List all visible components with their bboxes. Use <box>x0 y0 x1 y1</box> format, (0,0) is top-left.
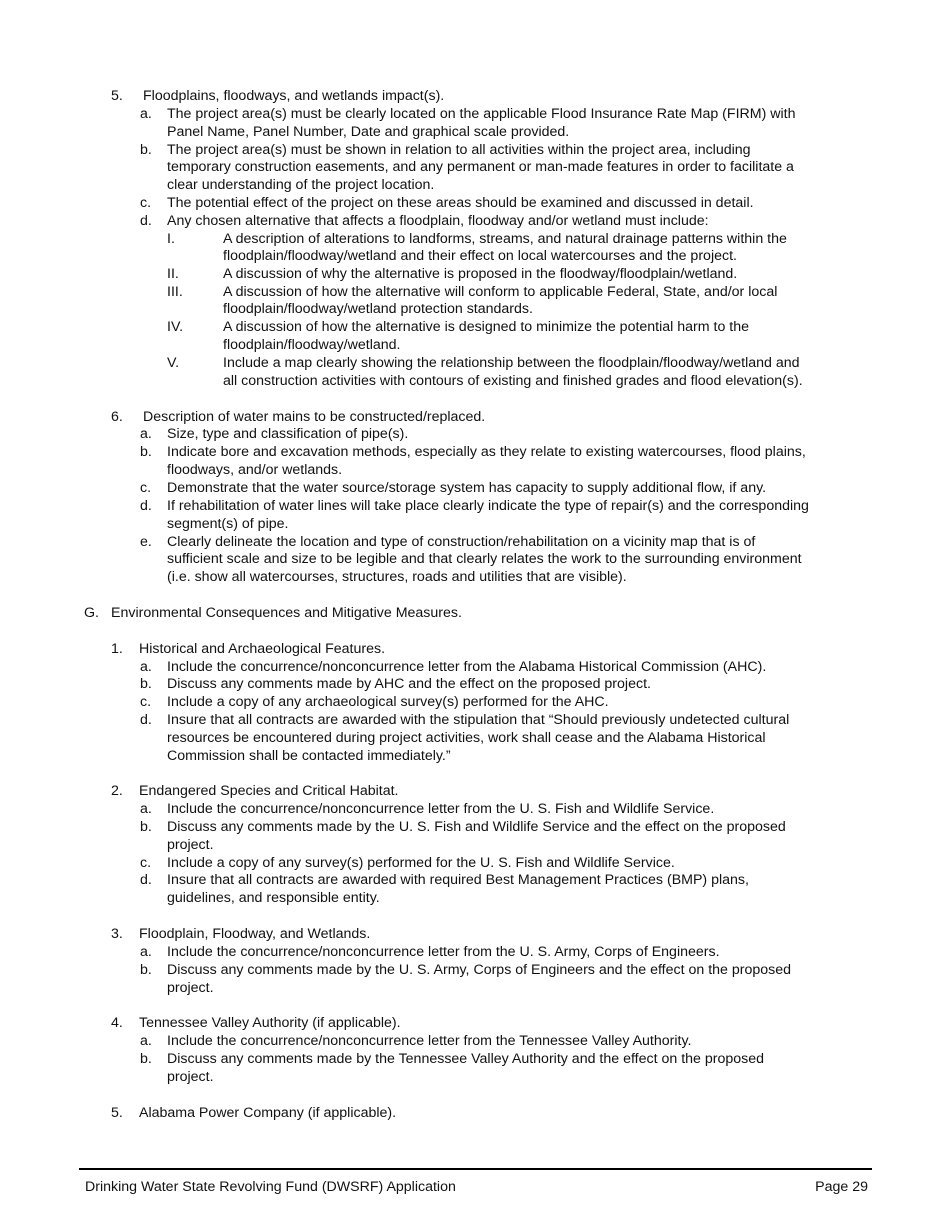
list-marker: d. <box>140 712 152 728</box>
list-item-text: If rehabilitation of water lines will take place clearly indicate the type of repair(s) and the corresponding <box>167 498 809 514</box>
list-marker: e. <box>140 534 152 550</box>
footer-title: Drinking Water State Revolving Fund (DWSRF) Application <box>85 1179 456 1195</box>
list-item-text: Insure that all contracts are awarded with required Best Management Practices (BMP) plans, <box>167 872 749 888</box>
list-item-text: The project area(s) must be shown in relation to all activities within the project area, including <box>167 142 751 158</box>
list-item-text: (i.e. show all watercourses, structures, roads and utilities that are visible). <box>167 569 627 585</box>
list-marker: I. <box>167 231 175 247</box>
list-marker: a. <box>140 426 152 442</box>
list-item-text: Discuss any comments made by the U. S. Army, Corps of Engineers and the effect on the proposed <box>167 962 792 978</box>
list-item-text: clear understanding of the project location. <box>167 177 435 193</box>
list-item-text: Discuss any comments made by the Tennessee Valley Authority and the effect on the proposed <box>167 1051 765 1067</box>
list-item-text: Include the concurrence/nonconcurrence letter from the U. S. Army, Corps of Engineers. <box>167 944 720 960</box>
list-marker: d. <box>140 498 152 514</box>
list-item-text: A description of alterations to landforms, streams, and natural drainage patterns within the <box>223 231 787 247</box>
list-marker: 5. <box>111 1105 123 1121</box>
list-marker: b. <box>140 142 152 158</box>
list-marker: 3. <box>111 926 123 942</box>
list-marker: 4. <box>111 1015 123 1031</box>
list-marker: d. <box>140 213 152 229</box>
list-marker: a. <box>140 659 152 675</box>
list-marker: 2. <box>111 783 123 799</box>
list-item-text: all construction activities with contours of existing and finished grades and flood elevation(s). <box>223 373 803 389</box>
list-item-text: Discuss any comments made by AHC and the effect on the proposed project. <box>167 676 651 692</box>
list-marker: 1. <box>111 641 123 657</box>
list-item-text: A discussion of how the alternative is designed to minimize the potential harm to the <box>223 319 750 335</box>
list-marker: a. <box>140 1033 152 1049</box>
list-item-text: project. <box>167 1069 214 1085</box>
list-item-text: resources be encountered during project activities, work shall cease and the Alabama Historical <box>167 730 766 746</box>
list-marker: V. <box>167 355 180 371</box>
list-marker: b. <box>140 676 152 692</box>
list-item-text: floodways, and/or wetlands. <box>167 462 343 478</box>
list-item-text: Include the concurrence/nonconcurrence letter from the Tennessee Valley Authority. <box>167 1033 692 1049</box>
list-item-text: Discuss any comments made by the U. S. Fish and Wildlife Service and the effect on the proposed <box>167 819 786 835</box>
list-item-text: Indicate bore and excavation methods, especially as they relate to existing watercourses, flood plains, <box>167 444 806 460</box>
list-marker: 5. <box>111 88 123 104</box>
list-item-text: temporary construction easements, and any permanent or man-made features in order to facilitate a <box>167 159 794 175</box>
list-item-text: Include a copy of any archaeological survey(s) performed for the AHC. <box>167 694 609 710</box>
list-marker: a. <box>140 106 152 122</box>
list-item-text: Clearly delineate the location and type of construction/rehabilitation on a vicinity map that is of <box>167 534 756 550</box>
list-marker: a. <box>140 801 152 817</box>
list-item-text: floodplain/floodway/wetland. <box>223 337 401 353</box>
list-item-text: Include the concurrence/nonconcurrence letter from the Alabama Historical Commission (AHC). <box>167 659 767 675</box>
list-item-text: floodplain/floodway/wetland and their effect on local watercourses and the project. <box>223 248 737 264</box>
list-item-text: Floodplains, floodways, and wetlands impact(s). <box>143 88 445 104</box>
list-item-text: Environmental Consequences and Mitigative Measures. <box>111 605 462 621</box>
list-item-text: Include a map clearly showing the relationship between the floodplain/floodway/wetland and <box>223 355 800 371</box>
list-marker: G. <box>84 605 99 621</box>
list-marker: III. <box>167 284 183 300</box>
list-item-text: Historical and Archaeological Features. <box>139 641 386 657</box>
list-item-text: Commission shall be contacted immediately.” <box>167 748 451 764</box>
list-item-text: A discussion of why the alternative is proposed in the floodway/floodplain/wetland. <box>223 266 738 282</box>
page-number: Page 29 <box>815 1179 868 1195</box>
list-item-text: The project area(s) must be clearly located on the applicable Flood Insurance Rate Map (FIRM) with <box>167 106 796 122</box>
list-marker: b. <box>140 444 152 460</box>
list-marker: c. <box>140 480 152 496</box>
list-item-text: floodplain/floodway/wetland protection standards. <box>223 301 533 317</box>
list-item-text: Insure that all contracts are awarded with the stipulation that “Should previously undetected cultural <box>167 712 790 728</box>
list-marker: b. <box>140 819 152 835</box>
list-item-text: Include the concurrence/nonconcurrence letter from the U. S. Fish and Wildlife Service. <box>167 801 715 817</box>
list-item-text: Any chosen alternative that affects a floodplain, floodway and/or wetland must include: <box>167 213 709 229</box>
list-marker: b. <box>140 962 152 978</box>
list-marker: c. <box>140 694 152 710</box>
list-item-text: The potential effect of the project on these areas should be examined and discussed in detail. <box>167 195 754 211</box>
list-item-text: project. <box>167 837 214 853</box>
list-marker: b. <box>140 1051 152 1067</box>
list-marker: II. <box>167 266 179 282</box>
list-item-text: Tennessee Valley Authority (if applicable). <box>139 1015 401 1031</box>
list-item-text: Include a copy of any survey(s) performed for the U. S. Fish and Wildlife Service. <box>167 855 675 871</box>
list-item-text: Panel Name, Panel Number, Date and graphical scale provided. <box>167 124 570 140</box>
list-marker: c. <box>140 195 152 211</box>
list-item-text: Demonstrate that the water source/storage system has capacity to supply additional flow, if any. <box>167 480 767 496</box>
list-item-text: segment(s) of pipe. <box>167 516 289 532</box>
list-marker: d. <box>140 872 152 888</box>
list-item-text: Endangered Species and Critical Habitat. <box>139 783 399 799</box>
list-item-text: sufficient scale and size to be legible and that clearly relates the work to the surrounding environment <box>167 551 802 567</box>
list-marker: c. <box>140 855 152 871</box>
list-marker: a. <box>140 944 152 960</box>
list-item-text: A discussion of how the alternative will conform to applicable Federal, State, and/or local <box>223 284 778 300</box>
list-item-text: Floodplain, Floodway, and Wetlands. <box>139 926 371 942</box>
list-marker: 6. <box>111 409 123 425</box>
list-item-text: Size, type and classification of pipe(s). <box>167 426 409 442</box>
footer-divider <box>79 1168 872 1170</box>
list-item-text: Description of water mains to be constructed/replaced. <box>143 409 486 425</box>
list-marker: IV. <box>167 319 184 335</box>
list-item-text: guidelines, and responsible entity. <box>167 890 380 906</box>
list-item-text: Alabama Power Company (if applicable). <box>139 1105 397 1121</box>
list-item-text: project. <box>167 980 214 996</box>
